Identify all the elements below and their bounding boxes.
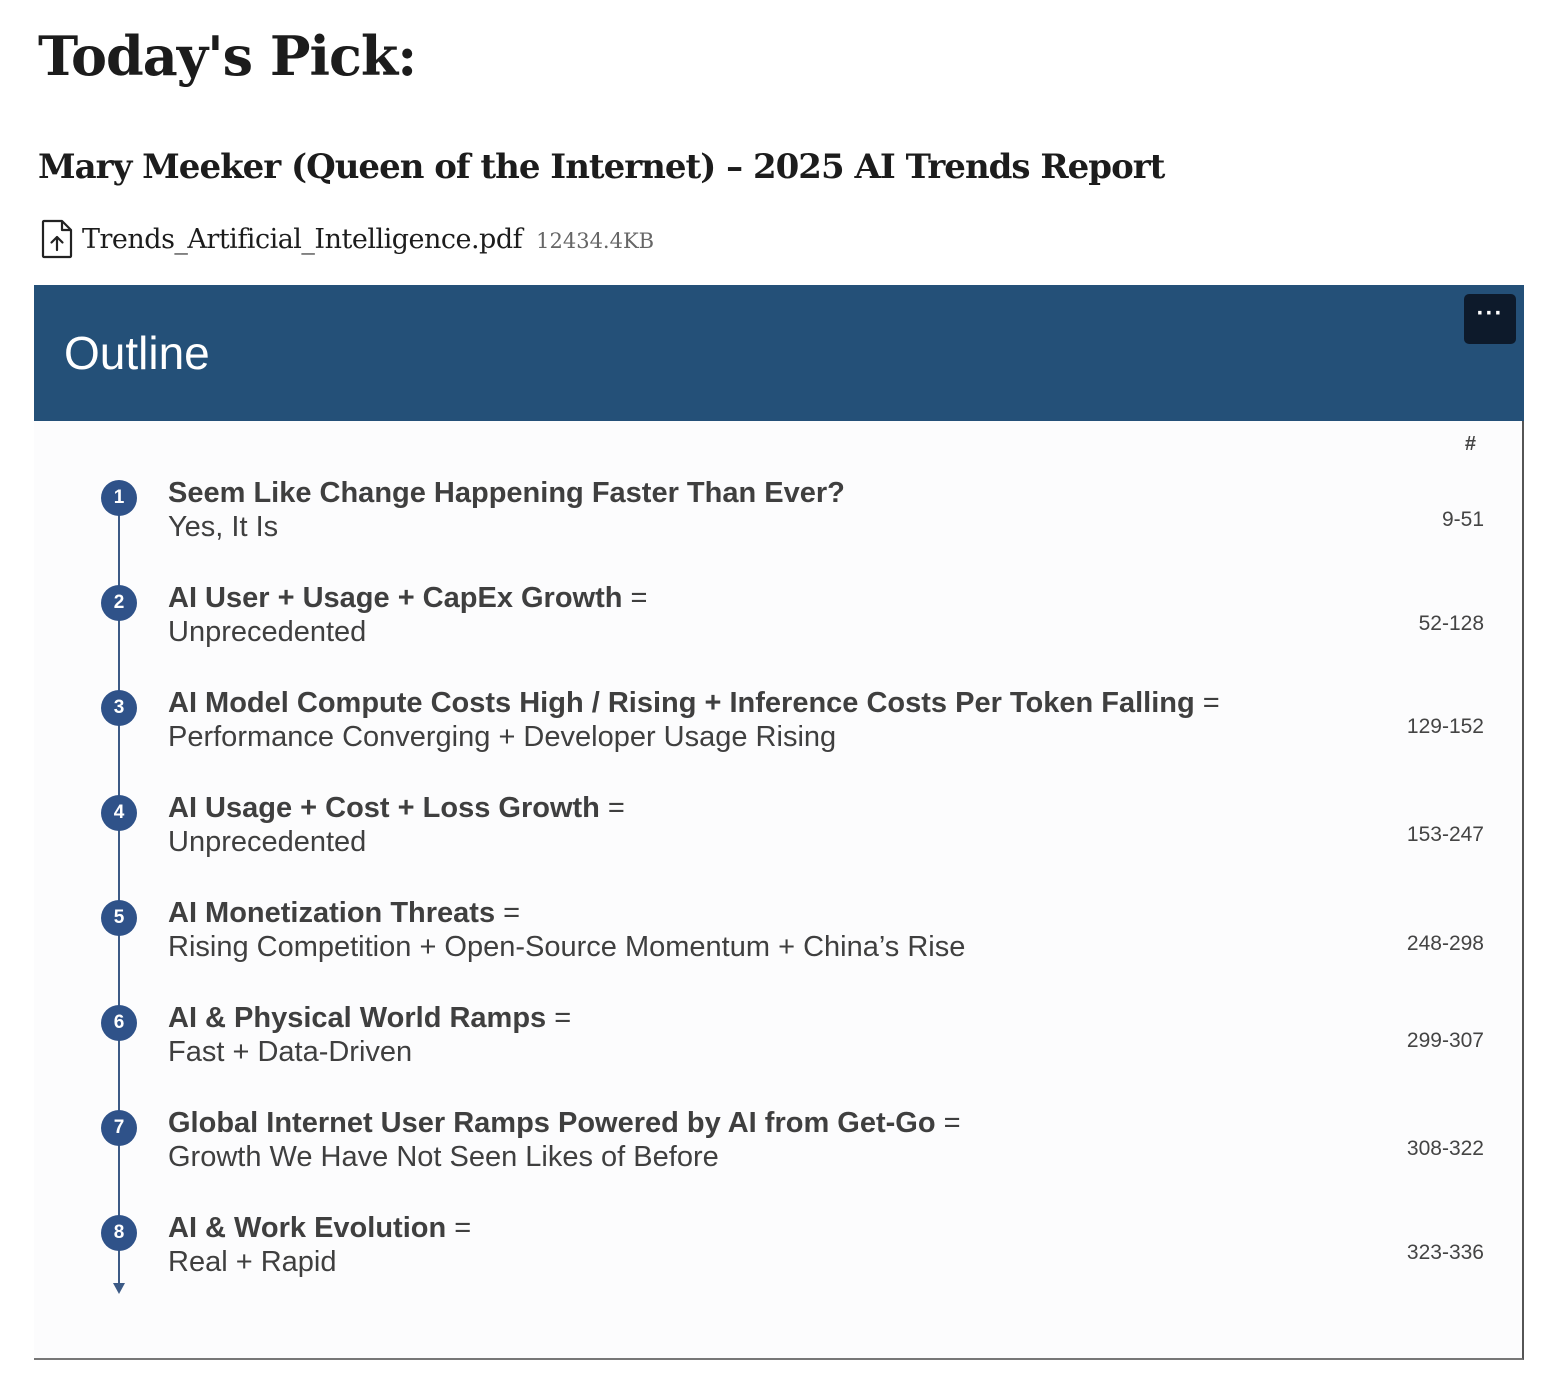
section-title-suffix: = xyxy=(495,897,521,929)
section-number-badge: 2 xyxy=(101,585,137,621)
section-title-suffix: = xyxy=(546,1002,572,1034)
section-pages: 129-152 xyxy=(1406,715,1484,738)
section-title: AI & Physical World Ramps xyxy=(168,1002,547,1034)
section-subtitle: Performance Converging + Developer Usage Rising xyxy=(168,721,837,753)
more-options-button[interactable] xyxy=(1464,294,1516,344)
section-number-badge: 3 xyxy=(101,690,137,726)
outline-header xyxy=(34,285,1524,421)
section-pages: 299-307 xyxy=(1406,1029,1484,1052)
report-title: Mary Meeker (Queen of the Internet) – 2025 AI Trends Report xyxy=(38,147,1165,187)
section-pages: 248-298 xyxy=(1406,932,1484,955)
section-title: AI User + Usage + CapEx Growth xyxy=(168,582,623,614)
outline-card xyxy=(34,285,1524,1360)
section-title-suffix: = xyxy=(622,582,648,614)
section-subtitle: Unprecedented xyxy=(168,826,367,858)
section-title: AI Model Compute Costs High / Rising + Inference Costs Per Token Falling xyxy=(168,687,1195,719)
attachment-file-size: 12434.4KB xyxy=(536,228,655,253)
section-subtitle: Yes, It Is xyxy=(168,511,279,543)
section-pages: 153-247 xyxy=(1406,823,1484,846)
outline-title: Outline xyxy=(64,327,210,379)
page-title: Today's Pick: xyxy=(38,24,417,88)
section-number-badge: 8 xyxy=(101,1215,137,1251)
section-number-badge: 7 xyxy=(101,1110,137,1146)
section-number-badge: 5 xyxy=(101,900,137,936)
more-horizontal-icon: ··· xyxy=(1476,300,1504,327)
section-subtitle: Real + Rapid xyxy=(168,1246,337,1278)
section-title-suffix: = xyxy=(1194,687,1220,719)
section-number-badge: 6 xyxy=(101,1005,137,1041)
section-pages: 308-322 xyxy=(1406,1137,1484,1160)
section-title-suffix: = xyxy=(935,1107,961,1139)
section-subtitle: Growth We Have Not Seen Likes of Before xyxy=(168,1141,719,1173)
section-number-badge: 4 xyxy=(101,795,137,831)
section-pages: 52-128 xyxy=(1418,612,1484,635)
section-subtitle: Rising Competition + Open-Source Momentum + China’s Rise xyxy=(168,931,966,963)
attachment-file-name: Trends_Artificial_Intelligence.pdf xyxy=(82,223,523,255)
section-subtitle: Unprecedented xyxy=(168,616,367,648)
timeline-arrow-icon xyxy=(113,1283,125,1294)
section-title: Seem Like Change Happening Faster Than Ever? xyxy=(168,477,845,509)
pdf-attachment-link[interactable] xyxy=(40,218,654,260)
section-title-suffix: = xyxy=(599,792,625,824)
section-title: AI Usage + Cost + Loss Growth xyxy=(168,792,600,824)
section-pages: 323-336 xyxy=(1406,1241,1484,1264)
section-title: Global Internet User Ramps Powered by AI from Get-Go xyxy=(168,1107,936,1139)
section-number-badge: 1 xyxy=(101,480,137,516)
file-upload-icon xyxy=(40,219,74,259)
page-column-header: # xyxy=(1464,433,1476,455)
section-title: AI Monetization Threats xyxy=(168,897,496,929)
section-subtitle: Fast + Data-Driven xyxy=(168,1036,413,1068)
section-title-suffix: = xyxy=(446,1212,472,1244)
section-pages: 9-51 xyxy=(1441,508,1484,531)
section-title: AI & Work Evolution xyxy=(168,1212,447,1244)
